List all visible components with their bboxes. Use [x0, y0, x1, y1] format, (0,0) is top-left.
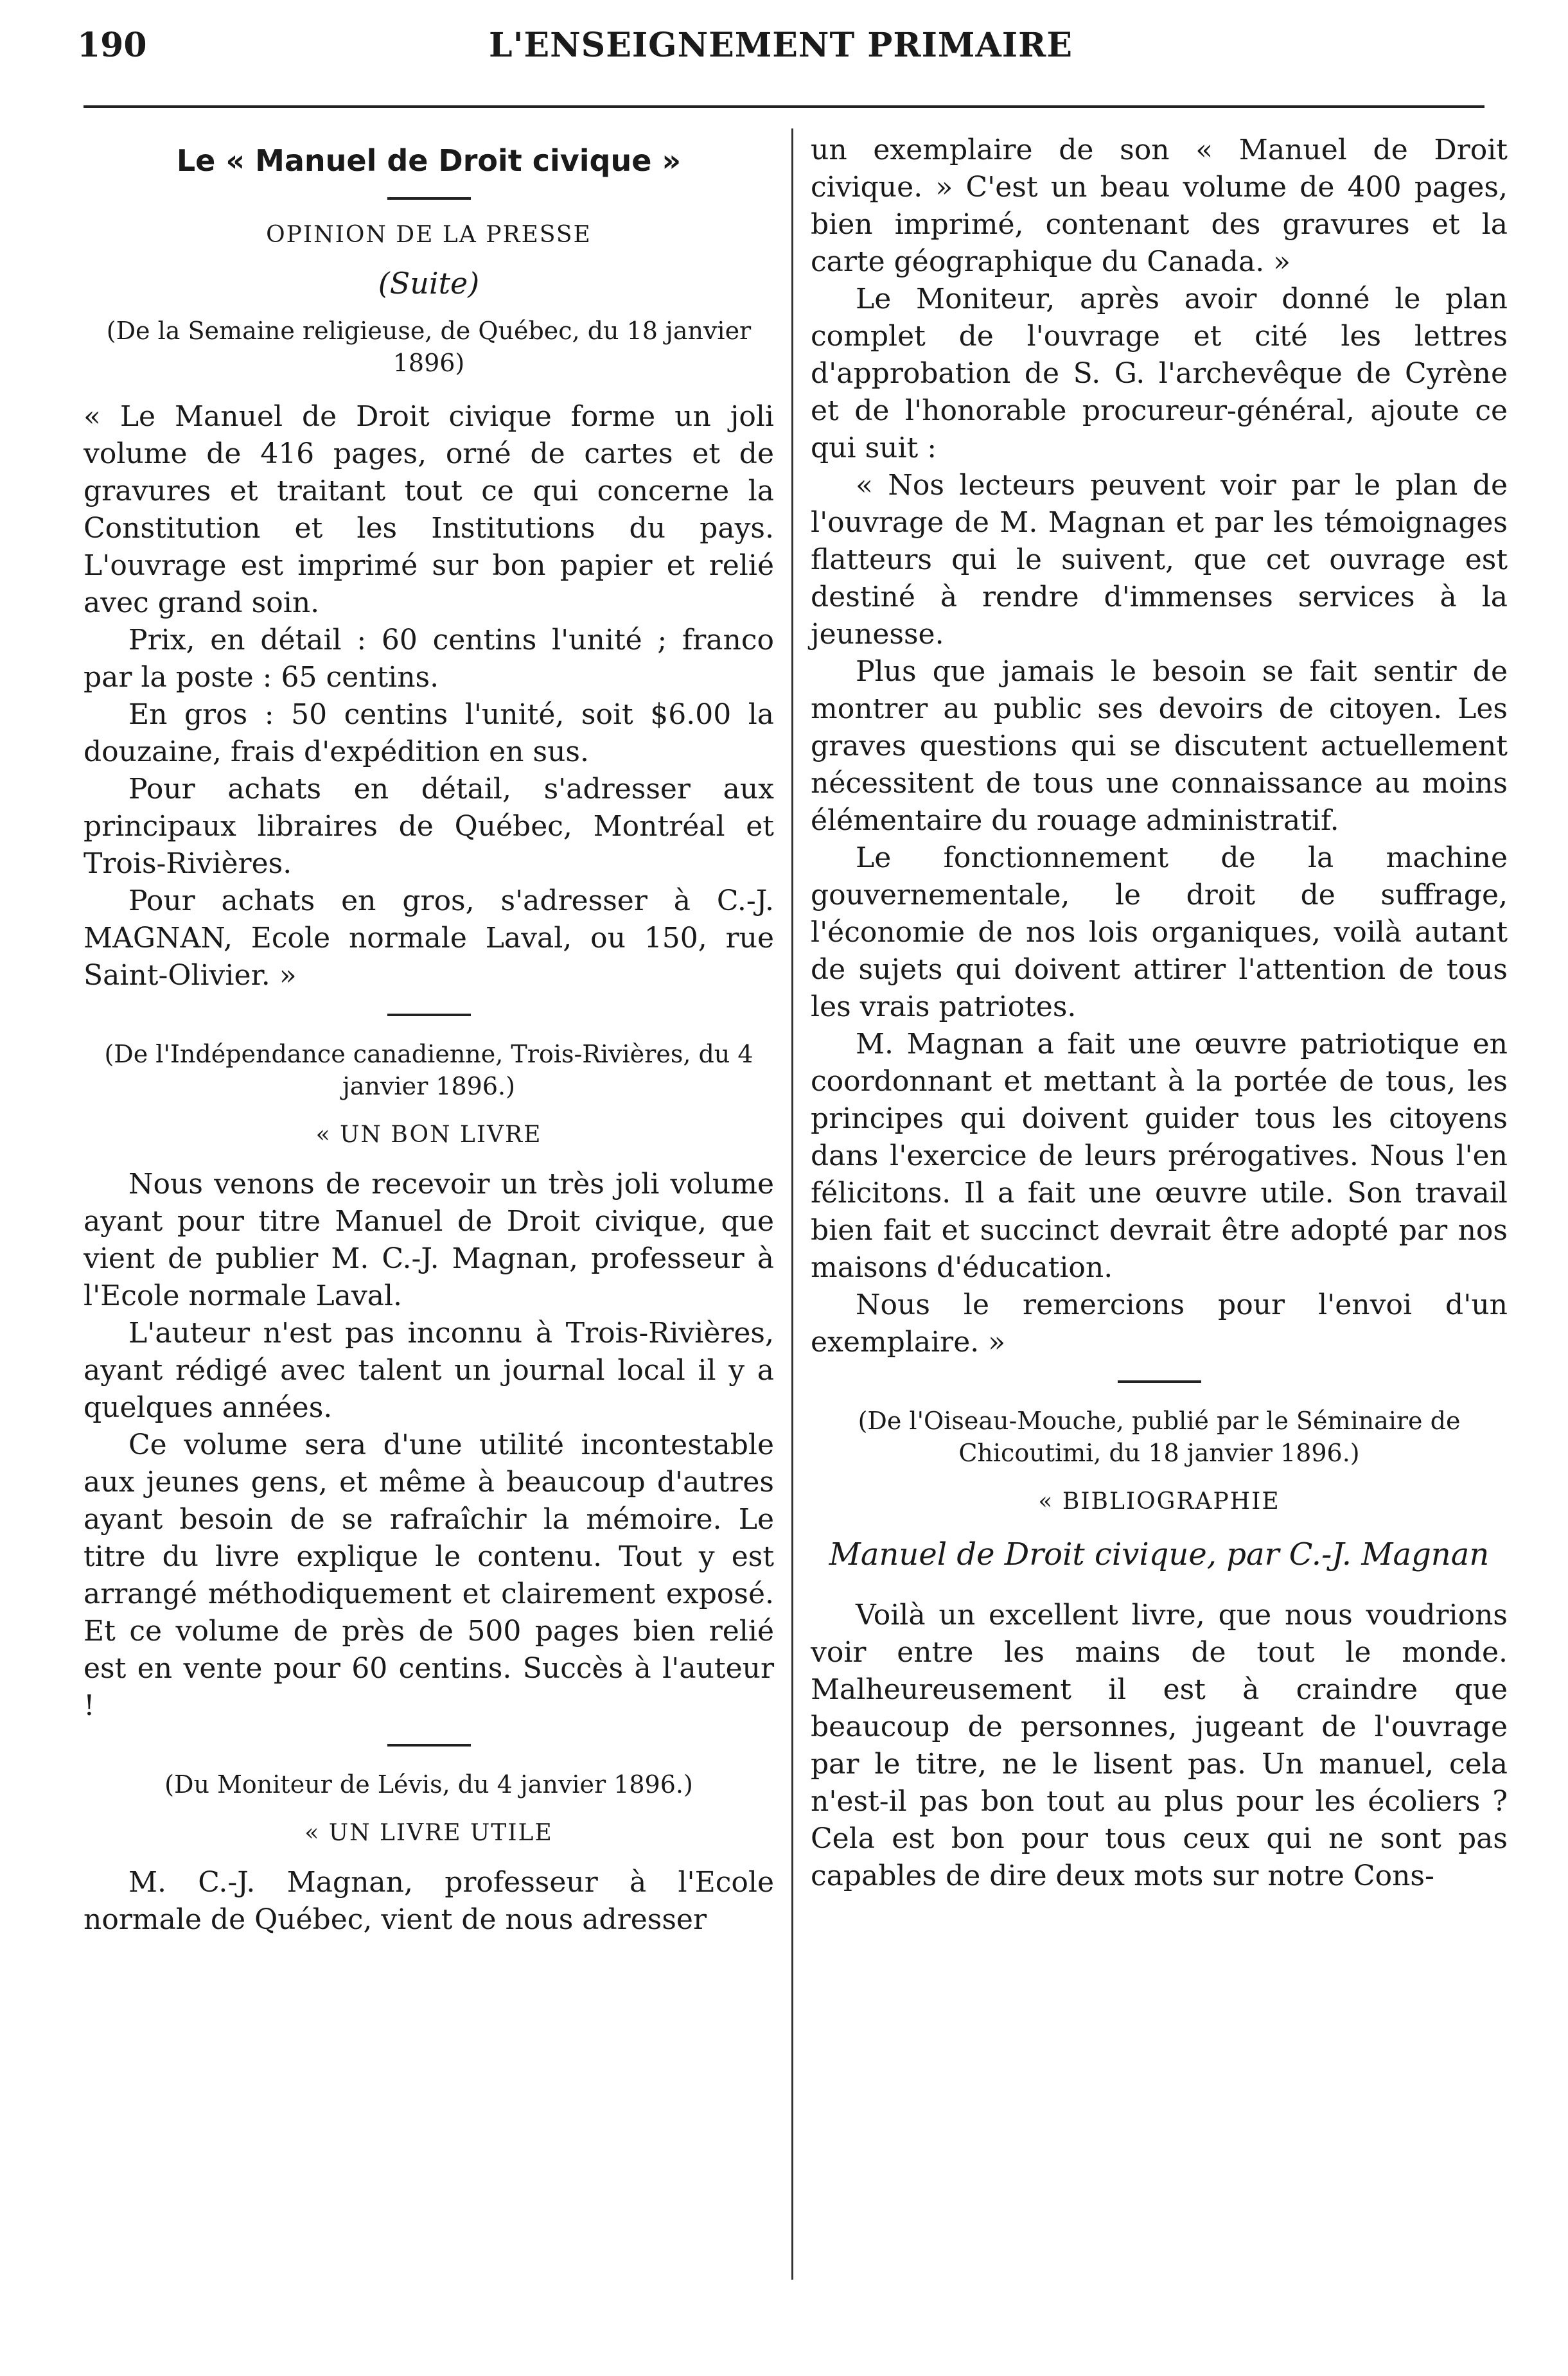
paragraph: En gros : 50 centins l'unité, soit $6.00 la douzaine, frais d'expédition en sus.	[84, 698, 774, 768]
left-column	[84, 132, 774, 1939]
right-column	[811, 132, 1508, 1895]
section-rule	[387, 197, 471, 200]
paragraph: Prix, en détail : 60 centins l'unité ; franco par la poste : 65 centins.	[84, 624, 774, 694]
paragraph: Pour achats en gros, s'adresser à C.-J. MAGNAN, Ecole normale Laval, ou 150, rue Saint-Olivier. »	[84, 884, 774, 992]
paragraph: un exemplaire de son « Manuel de Droit civique. » C'est un beau volume de 400 pages, bien imprimé, contenant des gravures et la carte géographique du Canada. »	[811, 134, 1508, 278]
paragraph: Voilà un excellent livre, que nous voudrions voir entre les mains de tout le monde. Malheureusement il est à craindre que beaucoup de personnes, jugeant de l'ouvrage par le titre, ne le lisent pas. Un manuel, cela n'est-il pas bon tout au plus pour les écoliers ? Cela est bon pour tous ceux qui ne sont pas capables de dire deux mots sur notre Cons-	[811, 1599, 1508, 1892]
source-citation: (De la Semaine religieuse, de Québec, du 18 janvier 1896)	[106, 317, 752, 377]
paragraph: « Le Manuel de Droit civique forme un joli volume de 416 pages, orné de cartes et de gravures et traitant tout ce qui concerne la Constitution et les Institutions du pays. L'ouvrage est imprimé sur bon papier et relié avec grand soin.	[84, 400, 774, 619]
paragraph: L'auteur n'est pas inconnu à Trois-Rivières, ayant rédigé avec talent un journal local il y a quelques années.	[84, 1317, 774, 1424]
suite-label: (Suite)	[378, 266, 480, 301]
section-heading: « UN LIVRE UTILE	[304, 1820, 553, 1846]
paragraph: M. Magnan a fait une œuvre patriotique en coordonnant et mettant à la portée de tous, les principes qui doivent guider tous les citoyens dans l'exercice de leurs prérogatives. Nous l'en félicitons. Il a fait une œuvre utile. Son travail bien fait et succinct devrait être adopté par nos maisons d'éducation.	[811, 1028, 1508, 1284]
column-divider	[791, 128, 793, 2280]
section-heading: « BIBLIOGRAPHIE	[1038, 1488, 1280, 1515]
running-header	[77, 26, 1484, 84]
page-number: 190	[77, 26, 147, 65]
section-rule	[1118, 1380, 1201, 1383]
section-rule	[387, 1014, 471, 1016]
paragraph: « Nos lecteurs peuvent voir par le plan de l'ouvrage de M. Magnan et par les témoignages flatteurs qui le suivent, que cet ouvrage est destiné à rendre d'immenses services à la jeunesse.	[811, 469, 1508, 651]
paragraph: Le Moniteur, après avoir donné le plan complet de l'ouvrage et cité les lettres d'approbation de S. G. l'archevêque de Cyrène et de l'honorable procureur-général, ajoute ce qui suit :	[811, 283, 1508, 464]
paragraph: Plus que jamais le besoin se fait sentir de montrer au public ses devoirs de citoyen. Les graves questions qui se discutent actuellement nécessitent de tous une connaissance au moins élémentaire du rouage administratif.	[811, 655, 1508, 837]
paragraph: Nous venons de recevoir un très joli volume ayant pour titre Manuel de Droit civique, que vient de publier M. C.-J. Magnan, professeur à l'Ecole normale Laval.	[84, 1168, 774, 1312]
source-citation: (De l'Oiseau-Mouche, publié par le Séminaire de Chicoutimi, du 18 janvier 1896.)	[858, 1407, 1461, 1467]
section-heading: OPINION DE LA PRESSE	[266, 222, 592, 248]
paragraph: Le fonctionnement de la machine gouvernementale, le droit de suffrage, l'économie de nos lois organiques, voilà autant de sujets qui doivent attirer l'attention de tous les vrais patriotes.	[811, 841, 1508, 1023]
section-heading: « UN BON LIVRE	[315, 1122, 542, 1148]
running-title: L'ENSEIGNEMENT PRIMAIRE	[489, 26, 1073, 65]
paragraph: Ce volume sera d'une utilité incontestable aux jeunes gens, et même à beaucoup d'autres ayant besoin de se rafraîchir la mémoire. Le titre du livre explique le contenu. Tout y est arrangé méthodiquement et clairement exposé. Et ce volume de près de 500 pages bien relié est en vente pour 60 centins. Succès à l'auteur !	[84, 1429, 774, 1722]
paragraph: Pour achats en détail, s'adresser aux principaux libraires de Québec, Montréal et Trois-Rivières.	[84, 773, 774, 880]
book-title: Manuel de Droit civique, par C.-J. Magnan	[829, 1536, 1490, 1572]
section-rule	[387, 1744, 471, 1747]
source-citation: (Du Moniteur de Lévis, du 4 janvier 1896.)	[164, 1770, 693, 1799]
header-rule	[84, 105, 1484, 108]
paragraph: Nous le remercions pour l'envoi d'un exemplaire. »	[811, 1289, 1508, 1359]
paragraph: M. C.-J. Magnan, professeur à l'Ecole normale de Québec, vient de nous adresser	[84, 1866, 774, 1936]
article-title: Le « Manuel de Droit civique »	[176, 143, 682, 178]
source-citation: (De l'Indépendance canadienne, Trois-Rivières, du 4 janvier 1896.)	[104, 1040, 753, 1100]
